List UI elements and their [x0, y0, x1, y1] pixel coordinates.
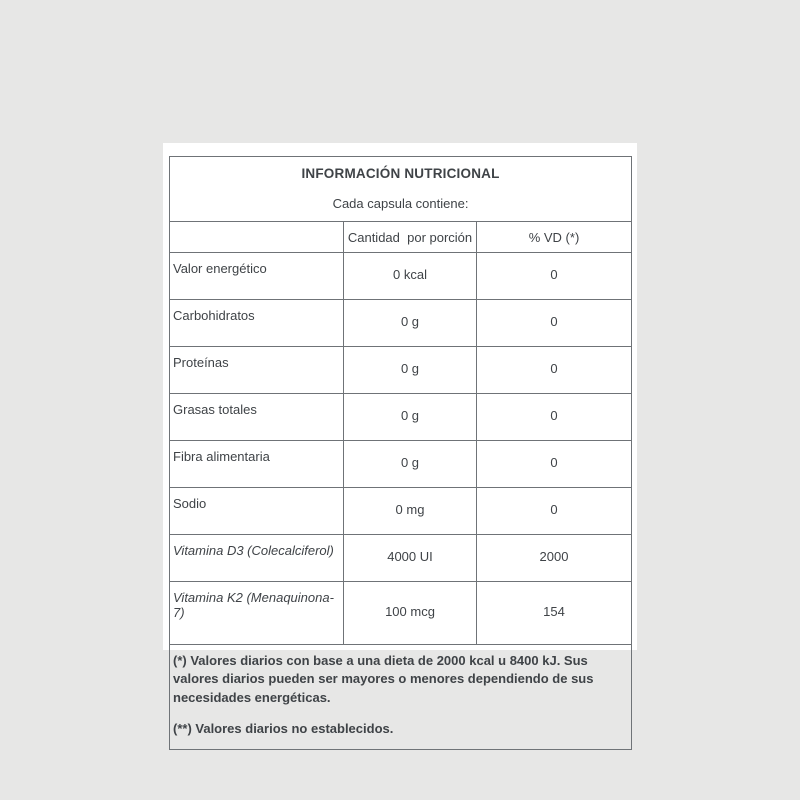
dv-value: 0	[477, 300, 632, 347]
nutrient-name: Valor energético	[170, 253, 344, 300]
header-cell	[170, 157, 632, 222]
footnote-not-established: (**) Valores diarios no establecidos.	[173, 721, 394, 737]
nutrient-name: Fibra alimentaria	[170, 441, 344, 488]
nutrient-name: Vitamina K2 (Menaquinona-7)	[170, 582, 344, 645]
table-row-energy	[170, 253, 632, 300]
dv-value: 154	[477, 582, 632, 645]
amount-value: 0 g	[344, 300, 477, 347]
dv-value: 0	[477, 253, 632, 300]
amount-value: 0 mg	[344, 488, 477, 535]
dv-value: 0	[477, 488, 632, 535]
dv-value: 0	[477, 394, 632, 441]
amount-value: 0 g	[344, 347, 477, 394]
column-header-row	[170, 222, 632, 253]
column-header-amount: Cantidad por porción	[344, 222, 477, 253]
amount-value: 0 g	[344, 394, 477, 441]
table-row-vitamin-d3	[170, 535, 632, 582]
nutrient-name: Proteínas	[170, 347, 344, 394]
amount-value: 0 g	[344, 441, 477, 488]
dv-value: 2000	[477, 535, 632, 582]
nutrient-name: Vitamina D3 (Colecalciferol)	[170, 535, 344, 582]
amount-value: 100 mcg	[344, 582, 477, 645]
footnote-cell	[170, 645, 632, 750]
table-row-fat	[170, 394, 632, 441]
dv-value: 0	[477, 347, 632, 394]
column-header-blank	[170, 222, 344, 253]
nutrient-name: Sodio	[170, 488, 344, 535]
table-row-vitamin-k2	[170, 582, 632, 645]
nutrition-table	[169, 156, 632, 750]
table-title: INFORMACIÓN NUTRICIONAL	[301, 166, 500, 181]
header-row	[170, 157, 632, 222]
serving-note: Cada capsula contiene:	[332, 196, 469, 211]
column-header-dv: % VD (*)	[477, 222, 632, 253]
table-row-protein	[170, 347, 632, 394]
amount-value: 0 kcal	[344, 253, 477, 300]
table-row-sodium	[170, 488, 632, 535]
footnote-daily-values: (*) Valores diarios con base a una dieta de 2000 kcal u 8400 kJ. Sus valores diarios pueden ser mayores o menores dependiendo de sus necesidades energéticas.	[173, 653, 594, 705]
table-row-carbs	[170, 300, 632, 347]
nutrition-label-card	[163, 143, 637, 737]
footnote-row	[170, 645, 632, 750]
dv-value: 0	[477, 441, 632, 488]
nutrient-name: Carbohidratos	[170, 300, 344, 347]
amount-value: 4000 UI	[344, 535, 477, 582]
nutrient-name: Grasas totales	[170, 394, 344, 441]
table-row-fiber	[170, 441, 632, 488]
